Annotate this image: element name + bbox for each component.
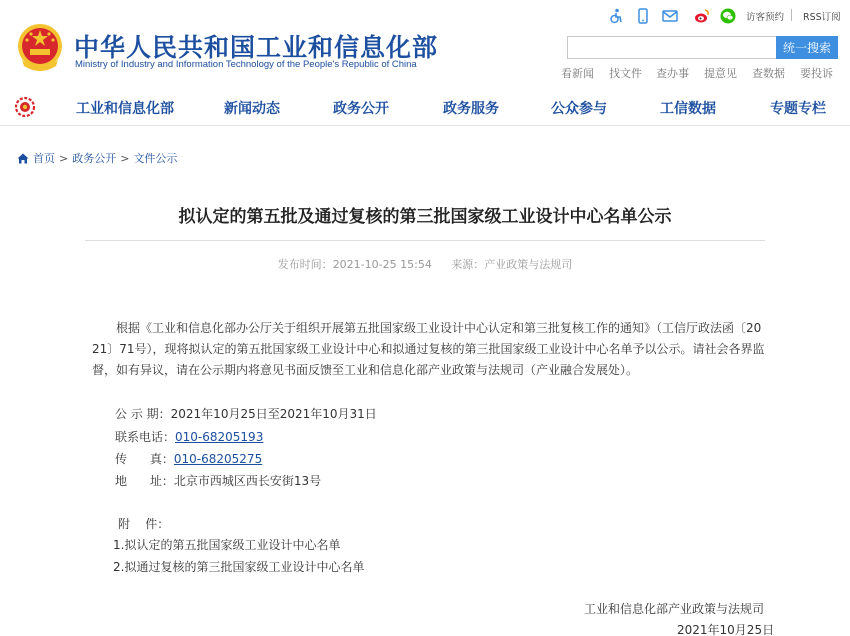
accessibility-link[interactable] bbox=[608, 6, 624, 26]
weibo-link[interactable] bbox=[694, 6, 710, 26]
breadcrumb-gov-affairs[interactable]: 政务公开 bbox=[72, 152, 117, 165]
nav-item-data[interactable]: 工信数据 bbox=[660, 101, 716, 117]
publish-time-value: 2021-10-25 15:54 bbox=[332, 258, 432, 271]
attachments-label: 附 件： bbox=[118, 517, 170, 531]
mobile-link[interactable] bbox=[635, 6, 651, 26]
home-icon[interactable] bbox=[17, 153, 29, 164]
phone-link[interactable]: 010-68205193 bbox=[175, 430, 264, 444]
nav-item-gov-affairs[interactable]: 政务公开 bbox=[333, 101, 389, 117]
article-body bbox=[92, 318, 772, 381]
divider bbox=[791, 9, 792, 21]
wechat-icon bbox=[720, 8, 736, 24]
quick-link-complaint[interactable]: 要投诉 bbox=[800, 67, 833, 80]
address-value: 北京市西城区西长安街13号 bbox=[173, 474, 322, 488]
nav-item-topics[interactable]: 专题专栏 bbox=[770, 101, 826, 117]
quick-link-news[interactable]: 看新闻 bbox=[561, 67, 594, 80]
body-text: 根据《工业和信息化部办公厅关于组织开展第五批国家级工业设计中心认定和第三批复核工作的通知》（工信厅政法函〔20 bbox=[116, 321, 762, 335]
main-nav bbox=[0, 90, 850, 126]
source-value: 产业政策与法规司 bbox=[484, 258, 573, 271]
period-value: 2021年10月25日至2021年10月31日 bbox=[170, 407, 377, 421]
mobile-phone-icon bbox=[635, 8, 651, 24]
quick-link-data[interactable]: 查数据 bbox=[752, 67, 785, 80]
article-title: 拟认定的第五批及通过复核的第三批国家级工业设计中心名单公示 bbox=[178, 207, 672, 227]
body-line bbox=[92, 318, 772, 339]
notice-period bbox=[115, 405, 377, 422]
body-line: 21〕71号），现将拟认定的第五批国家级工业设计中心和拟通过复核的第三批国家级工业设计中心名单予以公示。请社会各界监 bbox=[92, 342, 765, 356]
national-emblem-icon bbox=[16, 22, 64, 72]
nav-item-participation[interactable]: 公众参与 bbox=[551, 101, 607, 117]
nav-item-ministry[interactable]: 工业和信息化部 bbox=[76, 101, 174, 117]
title-divider bbox=[85, 240, 765, 241]
publish-time bbox=[278, 258, 432, 271]
search-input[interactable] bbox=[567, 36, 777, 59]
fax-label: 传 真： bbox=[115, 452, 174, 466]
fax bbox=[115, 450, 262, 467]
nav-item-news[interactable]: 新闻动态 bbox=[224, 101, 280, 117]
appointment-link[interactable] bbox=[744, 6, 784, 26]
site-subtitle: Ministry of Industry and Information Technology of the People's Republic of China bbox=[75, 59, 417, 70]
mail-icon bbox=[662, 8, 678, 24]
signature-date: 2021年10月25日 bbox=[677, 623, 775, 636]
weibo-icon bbox=[694, 8, 710, 24]
fax-link[interactable]: 010-68205275 bbox=[173, 452, 263, 466]
phone-label: 联系电话： bbox=[115, 430, 176, 444]
attachment-link-1[interactable]: 1.拟认定的第五批国家级工业设计中心名单 bbox=[113, 538, 341, 552]
site-title[interactable]: 中华人民共和国工业和信息化部 bbox=[74, 33, 439, 62]
quick-link-feedback[interactable]: 提意见 bbox=[704, 67, 737, 80]
miit-logo-icon[interactable] bbox=[14, 96, 36, 118]
address-label: 地 址： bbox=[115, 474, 174, 488]
signature-org: 工业和信息化部产业政策与法规司 bbox=[584, 602, 765, 616]
source-label: 来源： bbox=[451, 258, 485, 271]
breadcrumb bbox=[17, 150, 177, 166]
breadcrumb-file-notice[interactable]: 文件公示 bbox=[133, 152, 178, 165]
rss-label: RSS订阅 bbox=[803, 12, 841, 23]
breadcrumb-home[interactable]: 首页 bbox=[33, 152, 55, 165]
article-meta bbox=[0, 256, 850, 272]
article-source bbox=[451, 258, 572, 271]
rss-link[interactable] bbox=[801, 6, 841, 26]
appointment-label: 访客预约 bbox=[746, 12, 785, 23]
breadcrumb-separator: > bbox=[120, 151, 130, 165]
publish-time-label: 发布时间： bbox=[277, 258, 333, 271]
body-line: 督，如有异议，请在公示期内将意见书面反馈至工业和信息化部产业政策与法规司（产业融合发展处）。 bbox=[92, 363, 639, 377]
quick-link-services[interactable]: 查办事 bbox=[656, 67, 689, 80]
quick-link-files[interactable]: 找文件 bbox=[609, 67, 642, 80]
period-label: 公 示 期： bbox=[115, 407, 171, 421]
wechat-link[interactable] bbox=[720, 6, 736, 26]
search-button[interactable]: 统一搜索 bbox=[776, 36, 838, 59]
address bbox=[115, 472, 321, 489]
contact-phone bbox=[115, 428, 263, 445]
breadcrumb-separator: > bbox=[59, 151, 69, 165]
accessibility-icon bbox=[608, 8, 624, 24]
attachment-link-2[interactable]: 2.拟通过复核的第三批国家级工业设计中心名单 bbox=[113, 560, 365, 574]
mail-link[interactable] bbox=[662, 6, 678, 26]
site-header bbox=[0, 0, 850, 88]
nav-item-gov-services[interactable]: 政务服务 bbox=[443, 101, 499, 117]
